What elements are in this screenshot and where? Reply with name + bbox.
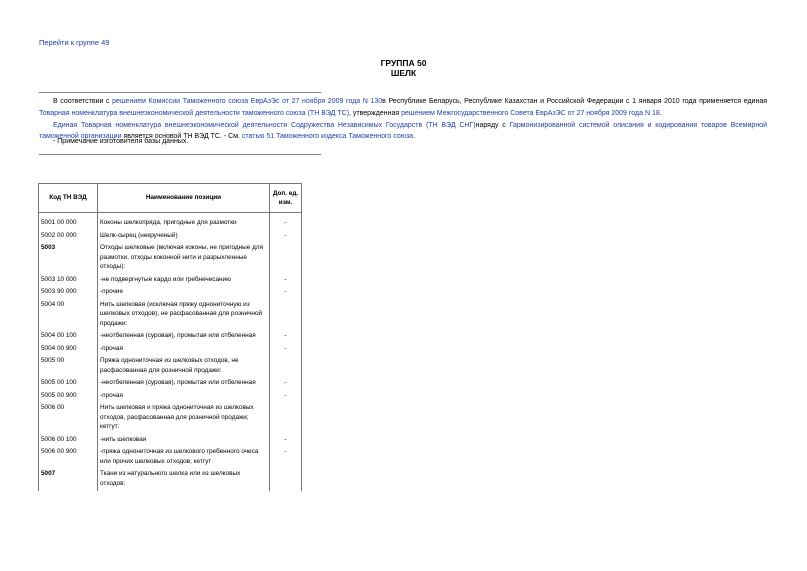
row-code: 5004 00 900 <box>39 344 98 357</box>
row-name: Ткани из натурального шелка или из шелковых отходов: <box>98 469 270 491</box>
intro-text <box>39 96 767 143</box>
row-name: Пряжа однониточная из шелковых отходов, не расфасованная для розничной продажи: <box>98 356 270 378</box>
table-row <box>39 287 302 300</box>
intro-link[interactable]: Гармонизированной системой описания и кодирования товаров Всемирной таможенной организации <box>39 121 767 141</box>
row-name: -прочие <box>98 287 270 300</box>
table-row <box>39 469 302 491</box>
table-row <box>39 331 302 344</box>
intro-link[interactable]: статью 51 Таможенного кодекса Таможенного союза <box>241 133 414 141</box>
col-header-unit: Доп. ед. изм. <box>270 184 302 213</box>
table-row <box>39 300 302 332</box>
intro-text-span: . <box>413 133 416 141</box>
bottom-divider <box>39 154 321 155</box>
row-code: 5004 00 100 <box>39 331 98 344</box>
row-code: 5004 00 <box>39 300 98 332</box>
row-code: 5003 10 000 <box>39 275 98 288</box>
table-row <box>39 344 302 357</box>
intro-link[interactable]: решением Межгосударственного Совета ЕврАзЭС от 27 ноября 2009 года N 18 <box>401 109 660 117</box>
row-unit: - <box>270 344 302 357</box>
row-unit: - <box>270 391 302 404</box>
tn-ved-table <box>38 183 302 491</box>
top-divider <box>39 92 321 93</box>
row-unit <box>270 300 302 332</box>
intro-link[interactable]: Товарная номенклатура внешнеэкономической деятельности таможенного союза (ТН ВЭД ТС) <box>39 109 350 117</box>
table-row <box>39 356 302 378</box>
col-header-name: Наименование позиции <box>98 184 270 213</box>
row-unit: - <box>270 287 302 300</box>
row-name: -неотбеленная (суровая), промытая или отбеленная <box>98 378 270 391</box>
row-unit <box>270 469 302 491</box>
group-name-heading: ШЕЛК <box>390 68 417 78</box>
row-unit: - <box>270 378 302 391</box>
table-row <box>39 403 302 435</box>
table-row <box>39 231 302 244</box>
row-unit <box>270 243 302 275</box>
row-code: 5001 00 000 <box>39 213 98 231</box>
row-code: 5005 00 100 <box>39 378 98 391</box>
intro-text-span: , утвержденная <box>349 109 402 117</box>
col-header-code: Код ТН ВЭД <box>39 184 98 213</box>
table-row <box>39 391 302 404</box>
table-row <box>39 435 302 448</box>
row-name: -прочая <box>98 344 270 357</box>
row-unit: - <box>270 275 302 288</box>
row-name: Нить шелковая и пряжа однониточная из шелковых отходов, расфасованная для розничной продажи; кетгут: <box>98 403 270 435</box>
row-code: 5003 <box>39 243 98 275</box>
intro-link[interactable]: Единая Товарная номенклатура внешнеэкономической деятельности Содружества Независимых Государств (ТН ВЭД СНГ) <box>53 121 476 129</box>
intro-text-span: наряду с <box>475 121 510 129</box>
table-row <box>39 213 302 231</box>
row-unit: - <box>270 447 302 469</box>
row-name: -прочая <box>98 391 270 404</box>
intro-text-span: . <box>659 109 662 117</box>
row-code: 5007 <box>39 469 98 491</box>
row-code: 5006 00 <box>39 403 98 435</box>
row-name: -неотбеленная (суровая), промытая или отбеленная <box>98 331 270 344</box>
row-code: 5003 90 000 <box>39 287 98 300</box>
intro-paragraph-1 <box>39 96 767 120</box>
db-note: - Примечание изготовителя базы данных. <box>53 138 189 145</box>
table-row <box>39 378 302 391</box>
row-code: 5006 00 900 <box>39 447 98 469</box>
table-row <box>39 275 302 288</box>
table-row <box>39 243 302 275</box>
group-number-heading: ГРУППА 50 <box>380 58 427 68</box>
row-code: 5002 00 000 <box>39 231 98 244</box>
row-code: 5006 00 100 <box>39 435 98 448</box>
row-unit <box>270 356 302 378</box>
row-unit <box>270 403 302 435</box>
row-name: -нить шелковая <box>98 435 270 448</box>
intro-text-span: в Республике Беларусь, Республике Казахстан и Российской Федерации с 1 января 2010 года применяется единая <box>382 98 768 105</box>
row-name: Коконы шелкопряда, пригодные для размотки <box>98 213 270 231</box>
row-unit: - <box>270 231 302 244</box>
row-unit: - <box>270 435 302 448</box>
intro-link[interactable]: решением Комиссии Таможенного союза ЕврАзЭс от 27 ноября 2009 года N 130 <box>112 98 383 105</box>
link-group-49[interactable]: Перейти к группе 49 <box>39 38 110 47</box>
table-row <box>39 447 302 469</box>
intro-text-span: является основой ТН ВЭД ТС. - См. <box>121 133 242 141</box>
row-code: 5005 00 900 <box>39 391 98 404</box>
row-name: -пряжа однониточная из шелкового гребенного очеса или прочих шелковых отходов; кетгут <box>98 447 270 469</box>
intro-text-span: В соответствии с <box>53 98 113 105</box>
row-code: 5005 00 <box>39 356 98 378</box>
row-name: Шелк-сырец (некрученый) <box>98 231 270 244</box>
row-unit: - <box>270 331 302 344</box>
row-name: Нить шелковая (исключая пряжу однониточную из шелковых отходов), не расфасованная для розничной продажи: <box>98 300 270 332</box>
row-name: Отходы шелковые (включая коконы, не пригодные для размотки, отходы коконной нити и разрыхленные отходы): <box>98 243 270 275</box>
row-name: -не подвергнутые кардо или гребнечесанию <box>98 275 270 288</box>
row-unit: - <box>270 213 302 231</box>
